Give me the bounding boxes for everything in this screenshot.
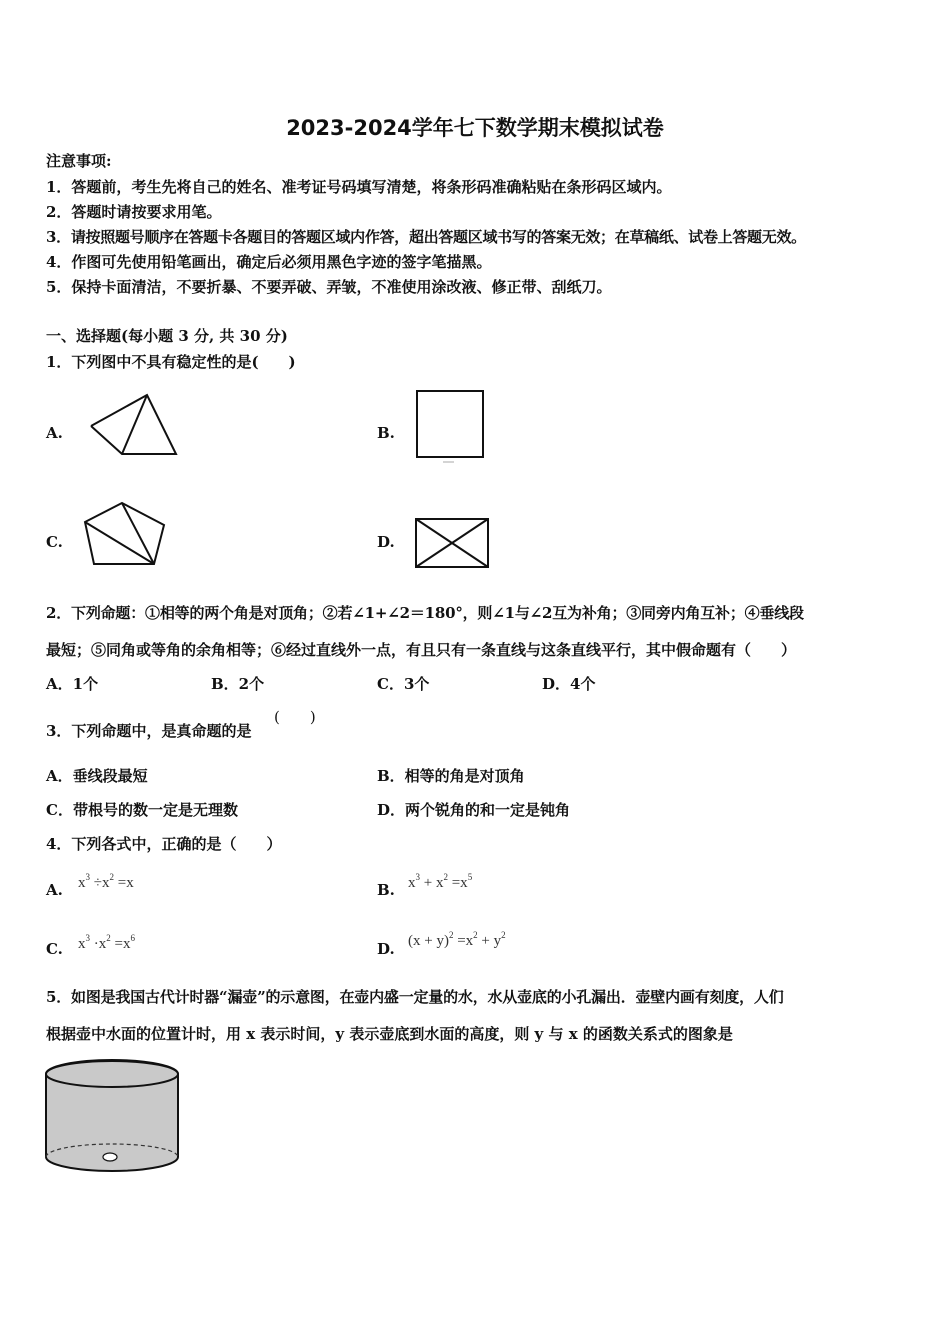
note-item: 1．答题前，考生先将自己的姓名、准考证号码填写清楚，将条形码准确粘贴在条形码区域内。 [46,178,672,196]
q3-option-b: B．相等的角是对顶角 [377,767,525,785]
q5-line1: 5．如图是我国古代计时器“漏壶”的示意图，在壶内盛一定量的水，水从壶底的小孔漏出．壶壁内画有刻度，人们 [46,988,784,1006]
q3-option-a: A．垂线段最短 [46,767,148,785]
q4-label-d: D. [377,940,395,958]
note-item: 4．作图可先使用铅笔画出，确定后必须用黑色字迹的签字笔描黑。 [46,253,492,271]
q1-label-b: B. [377,424,395,442]
q1-figure-d [414,517,492,571]
q3-option-c: C．带根号的数一定是无理数 [46,801,238,819]
q1-label-a: A. [46,424,63,442]
q4-label-a: A. [46,881,63,899]
note-item: 2．答题时请按要求用笔。 [46,203,222,221]
q4-formula-d: $(x + y)^2 =x^2 + y^2$ [408,930,506,949]
page-title: 2023-2024学年七下数学期末模拟试卷 [286,116,664,140]
q2-option-c: C．3个 [377,675,430,693]
q2-option-b: B．2个 [211,675,265,693]
q5-line2: 根据壶中水面的位置计时，用 x 表示时间，y 表示壶底到水面的高度，则 y 与 x 的函数关系式的图象是 [46,1025,733,1043]
q1-label-d: D. [377,533,395,551]
q1-figure-b [414,389,486,465]
q3-option-d: D．两个锐角的和一定是钝角 [377,801,571,819]
q4-formula-a: $x^3 \div x^2 =x$ [78,872,134,891]
q4-label-c: C. [46,940,63,958]
q2-option-d: D．4个 [542,675,596,693]
q3-paren: ( ) [274,708,316,726]
q4-label-b: B. [377,881,395,899]
notes-header: 注意事项: [46,152,112,170]
q4-formula-c: $x^3 \cdot x^2 =x^6$ [78,933,135,952]
q1-label-c: C. [46,533,63,551]
section-heading: 一、选择题(每小题 3 分, 共 30 分) [46,327,288,345]
q1-figure-a [88,393,180,457]
q2-line1: 2．下列命题：①相等的两个角是对顶角；②若∠1+∠2＝180°，则∠1与∠2互为补角；③同旁内角互补；④垂线段 [46,604,804,622]
q2-line2: 最短；⑤同角或等角的余角相等；⑥经过直线外一点，有且只有一条直线与这条直线平行，其中假命题有（ ） [46,641,797,659]
q1-stem: 1．下列图中不具有稳定性的是( ) [46,353,296,371]
note-item: 3．请按照题号顺序在答题卡各题目的答题区域内作答，超出答题区域书写的答案无效；在草稿纸、试卷上答题无效。 [46,228,806,246]
note-item: 5．保持卡面清洁，不要折暴、不要弄破、弄皱，不准使用涂改液、修正带、刮纸刀。 [46,278,612,296]
q4-stem: 4．下列各式中，正确的是（ ） [46,835,282,853]
q5-water-clock-figure [40,1058,185,1180]
q3-stem: 3．下列命题中，是真命题的是 [46,722,252,740]
q2-option-a: A．1个 [46,675,99,693]
q1-figure-c [82,500,168,568]
q4-formula-b: $x^3 + x^2 =x^5$ [408,872,473,891]
